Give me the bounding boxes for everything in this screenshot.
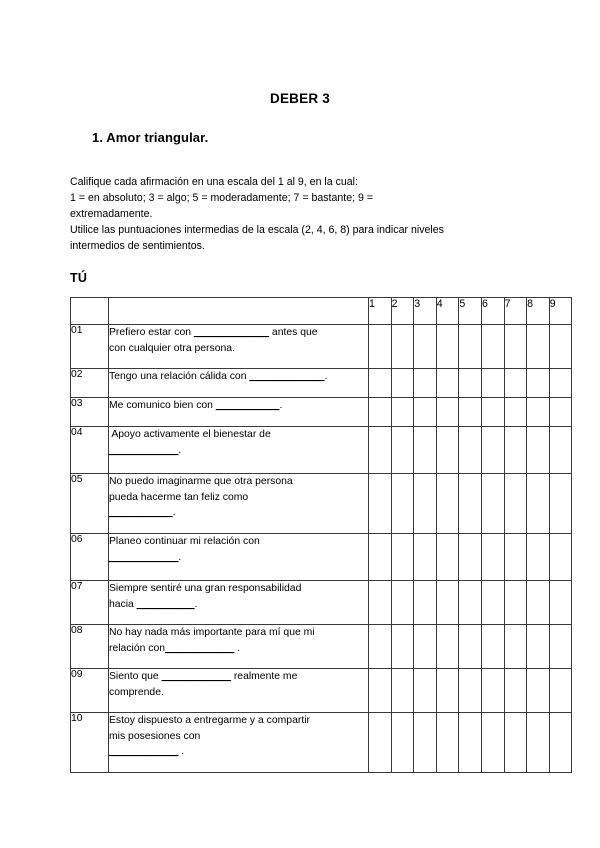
statement-fragment: Estoy dispuesto a entregarme y a compartir [109,715,310,726]
statement-fragment: Siento que [109,671,162,682]
statement-fragment: . [172,507,176,518]
rating-cell-3[interactable] [414,427,437,474]
rating-cell-5[interactable] [459,369,482,398]
rating-cell-1[interactable] [369,369,392,398]
rating-cell-7[interactable] [504,669,527,713]
rating-cell-6[interactable] [481,398,504,427]
instruction-line: extremadamente. [70,208,153,220]
rating-cell-8[interactable] [527,581,550,625]
header-rating-6: 6 [481,298,504,325]
statement-text [109,713,369,773]
document-title: DEBER 3 [270,91,330,106]
rating-cell-4[interactable] [436,534,459,581]
table-row [71,534,572,581]
table-row [71,369,572,398]
table-row [71,669,572,713]
rating-cell-1[interactable] [369,669,392,713]
statement-fragment: Apoyo activamente el bienestar de [109,429,271,440]
statement-fragment: pueda hacerme tan feliz como [109,491,249,503]
rating-cell-3[interactable] [414,534,437,581]
rating-cell-3[interactable] [414,625,437,669]
row-number: 05 [71,474,109,534]
rating-cell-5[interactable] [459,581,482,625]
fill-in-blank: __________ [136,598,195,610]
statement-fragment: . [234,642,241,654]
rating-cell-7[interactable] [504,427,527,474]
rating-cell-4[interactable] [436,369,459,398]
rating-cell-7[interactable] [504,325,527,369]
rating-cell-1[interactable] [369,534,392,581]
statement-line [109,398,368,414]
fill-in-blank: ____________ [109,746,179,757]
rating-cell-3[interactable] [414,369,437,398]
statement-fragment: hacia [109,598,137,610]
rating-cell-8[interactable] [527,474,550,534]
rating-cell-2[interactable] [391,669,414,713]
rating-cell-1[interactable] [369,398,392,427]
rating-cell-8[interactable] [527,398,550,427]
rating-cell-1[interactable] [369,713,392,773]
rating-cell-9[interactable] [549,398,572,427]
rating-cell-5[interactable] [459,474,482,534]
rating-cell-7[interactable] [504,713,527,773]
fill-in-blank: ____________ [161,671,231,682]
rating-cell-2[interactable] [391,713,414,773]
statement-line [109,341,368,357]
rating-cell-4[interactable] [436,474,459,534]
statement-fragment: relación con [109,642,166,654]
rating-cell-5[interactable] [459,427,482,474]
row-number: 04 [71,427,109,474]
statement-text [109,669,369,713]
rating-cell-7[interactable] [504,474,527,534]
statement-line [109,550,368,566]
statement-fragment: Me comunico bien con [109,400,216,411]
rating-cell-1[interactable] [369,581,392,625]
statement-fragment: . [178,444,182,456]
row-number: 06 [71,534,109,581]
rating-cell-5[interactable] [459,669,482,713]
statement-line [109,490,368,506]
fill-in-blank: ___________ [109,507,173,518]
statement-text [109,398,369,427]
statement-text [109,534,369,581]
instruction-line: Califique cada afirmación en una escala del 1 al 9, en la cual: [70,176,358,188]
row-number: 07 [71,581,109,625]
rating-cell-4[interactable] [436,625,459,669]
fill-in-blank: _____________ [249,371,325,382]
statement-fragment: No puedo imaginarme que otra persona [109,476,293,487]
table-header [71,298,572,325]
instruction-line: 1 = en absoluto; 3 = algo; 5 = moderadamente; 7 = bastante; 9 = [70,192,374,204]
statement-line [109,669,368,685]
header-number-col [71,298,109,325]
statement-fragment: con cualquier otra persona. [109,342,235,354]
statement-line [109,744,368,760]
section-heading: 1. Amor triangular. [92,130,209,145]
rating-cell-7[interactable] [504,534,527,581]
rating-cell-3[interactable] [414,581,437,625]
rating-cell-6[interactable] [481,427,504,474]
header-rating-8: 8 [527,298,550,325]
statement-line [109,369,368,385]
statement-text [109,581,369,625]
rating-cell-9[interactable] [549,325,572,369]
rating-cell-9[interactable] [549,625,572,669]
rating-cell-6[interactable] [481,534,504,581]
rating-cell-2[interactable] [391,369,414,398]
instruction-line: Utilice las puntuaciones intermedias de la escala (2, 4, 6, 8) para indicar niveles [70,224,444,236]
rating-cell-3[interactable] [414,474,437,534]
statement-fragment: . [178,746,185,757]
rating-cell-6[interactable] [481,325,504,369]
header-rating-7: 7 [504,298,527,325]
rating-cell-9[interactable] [549,581,572,625]
statement-fragment: . [324,371,328,382]
rating-cell-2[interactable] [391,581,414,625]
instruction-line: intermedios de sentimientos. [70,240,205,252]
rating-cell-3[interactable] [414,669,437,713]
rating-cell-6[interactable] [481,474,504,534]
statement-line [109,505,368,521]
statement-fragment: . [178,551,182,563]
statement-fragment: Planeo continuar mi relación con [109,536,260,547]
rating-cell-9[interactable] [549,427,572,474]
fill-in-blank: ____________ [109,444,179,456]
statement-fragment: No hay nada más importante para mí que mi [109,627,315,638]
rating-cell-5[interactable] [459,713,482,773]
statement-line [109,729,368,745]
statement-fragment: comprende. [109,686,164,698]
statement-text [109,625,369,669]
instructions-block [70,174,530,254]
statement-fragment: realmente me [230,671,298,682]
rating-cell-2[interactable] [391,534,414,581]
statement-text [109,474,369,534]
statement-line [109,534,368,550]
statement-text [109,369,369,398]
rating-cell-1[interactable] [369,625,392,669]
table-row [71,581,572,625]
rating-cell-2[interactable] [391,427,414,474]
table-row [71,625,572,669]
rating-cell-9[interactable] [549,534,572,581]
rating-cell-8[interactable] [527,325,550,369]
header-rating-4: 4 [436,298,459,325]
rating-cell-4[interactable] [436,325,459,369]
statement-line [109,443,368,459]
rating-cell-9[interactable] [549,369,572,398]
rating-cell-6[interactable] [481,625,504,669]
statement-fragment: . [194,598,198,610]
table-row [71,713,572,773]
fill-in-blank: ___________ [215,400,280,411]
rating-cell-9[interactable] [549,474,572,534]
statement-line [109,325,368,341]
statement-fragment: mis posesiones con [109,730,201,742]
statement-line [109,713,368,729]
header-rating-1: 1 [369,298,392,325]
statement-fragment: . [279,400,283,411]
header-statement-col [109,298,369,325]
rating-table [70,297,572,773]
rating-cell-8[interactable] [527,625,550,669]
fill-in-blank: _____________ [193,327,270,338]
rating-cell-2[interactable] [391,474,414,534]
rating-cell-7[interactable] [504,625,527,669]
header-rating-3: 3 [414,298,437,325]
statement-line [109,427,368,443]
statement-fragment: Tengo una relación cálida con [109,371,250,382]
table-row [71,427,572,474]
rating-cell-6[interactable] [481,581,504,625]
rating-cell-4[interactable] [436,581,459,625]
row-number: 08 [71,625,109,669]
subject-label-tu: TÚ [70,271,88,285]
fill-in-blank: ____________ [165,642,235,654]
rating-cell-2[interactable] [391,325,414,369]
statement-line [109,474,368,490]
rating-cell-1[interactable] [369,474,392,534]
rating-cell-4[interactable] [436,669,459,713]
rating-cell-8[interactable] [527,427,550,474]
row-number: 02 [71,369,109,398]
rating-cell-3[interactable] [414,398,437,427]
rating-cell-4[interactable] [436,398,459,427]
rating-cell-1[interactable] [369,427,392,474]
table-body [71,325,572,773]
rating-cell-9[interactable] [549,713,572,773]
rating-cell-5[interactable] [459,325,482,369]
row-number: 10 [71,713,109,773]
rating-cell-5[interactable] [459,398,482,427]
statement-text [109,427,369,474]
rating-cell-4[interactable] [436,427,459,474]
statement-text [109,325,369,369]
rating-cell-7[interactable] [504,581,527,625]
statement-fragment: Siempre sentiré una gran responsabilidad [109,583,302,594]
statement-line [109,581,368,597]
rating-cell-6[interactable] [481,369,504,398]
table-row [71,398,572,427]
rating-cell-7[interactable] [504,369,527,398]
rating-cell-5[interactable] [459,625,482,669]
header-rating-2: 2 [391,298,414,325]
statement-line [109,597,368,613]
table-header-row [71,298,572,325]
rating-cell-6[interactable] [481,713,504,773]
rating-cell-4[interactable] [436,713,459,773]
rating-cell-2[interactable] [391,625,414,669]
rating-cell-3[interactable] [414,713,437,773]
header-rating-5: 5 [459,298,482,325]
rating-cell-7[interactable] [504,398,527,427]
row-number: 03 [71,398,109,427]
statement-fragment: antes que [269,327,318,338]
statement-fragment: Prefiero estar con [109,327,194,338]
rating-cell-8[interactable] [527,713,550,773]
table-row [71,474,572,534]
rating-cell-8[interactable] [527,534,550,581]
rating-cell-2[interactable] [391,398,414,427]
statement-line [109,641,368,657]
rating-cell-6[interactable] [481,669,504,713]
table-row [71,325,572,369]
rating-cell-5[interactable] [459,534,482,581]
rating-cell-8[interactable] [527,369,550,398]
rating-cell-8[interactable] [527,669,550,713]
statement-line [109,625,368,641]
rating-cell-9[interactable] [549,669,572,713]
header-rating-9: 9 [549,298,572,325]
statement-line [109,685,368,701]
row-number: 09 [71,669,109,713]
fill-in-blank: ____________ [109,551,179,563]
row-number: 01 [71,325,109,369]
rating-cell-1[interactable] [369,325,392,369]
rating-cell-3[interactable] [414,325,437,369]
